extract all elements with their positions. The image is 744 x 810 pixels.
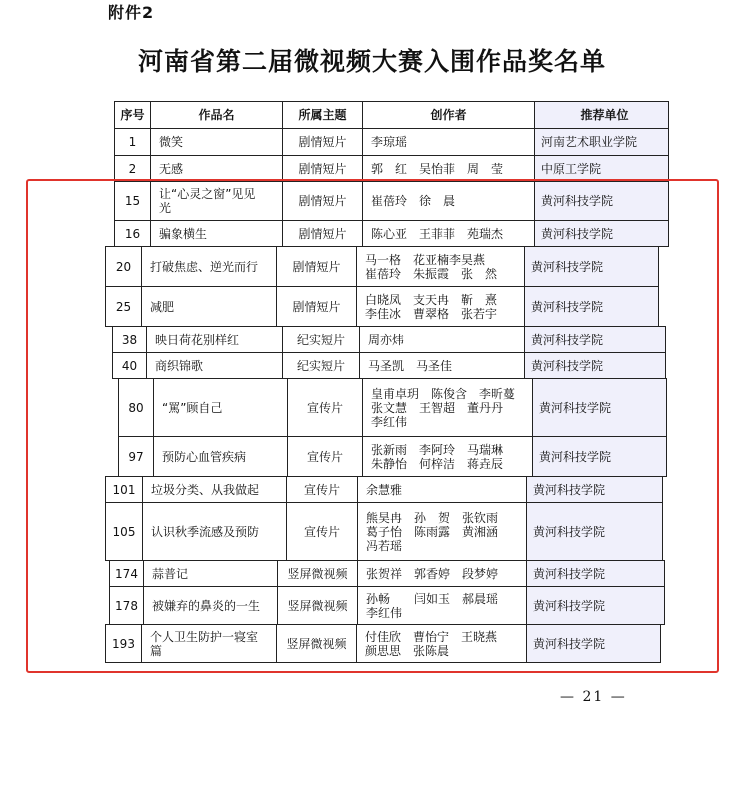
table-row: [0, 352, 744, 378]
document-title: 河南省第二届微视频大赛入围作品奖名单: [137, 47, 606, 76]
recommending-unit-text: 黄河科技学院: [531, 259, 604, 274]
table-row: [0, 560, 744, 586]
work-title: [150, 220, 283, 247]
row-number: [105, 502, 143, 561]
theme: [277, 560, 358, 587]
creators-text: 皇甫卓玥 陈俊含 李昕蔓 张文慧 王智超 董丹丹 李红伟: [371, 386, 516, 429]
recommending-unit-text: 河南艺术职业学院: [541, 135, 638, 149]
creators-text: 余慧雅: [366, 482, 403, 497]
row-number: [114, 181, 151, 221]
theme: [276, 624, 357, 663]
creators: [359, 326, 525, 353]
table-row: [0, 220, 744, 246]
work-title: [141, 624, 277, 663]
recommending-unit: [526, 586, 665, 625]
table-row: [0, 326, 744, 352]
work-title: [146, 326, 283, 353]
creators-text: 陈心亚 王菲菲 苑瑞杰: [371, 226, 504, 241]
table-row: [0, 155, 744, 181]
table-row: [0, 128, 744, 155]
row-number-text: 25: [115, 299, 132, 314]
row-number-text: 20: [115, 259, 132, 274]
recommending-unit: [532, 378, 667, 437]
theme: [282, 220, 363, 247]
creators-text: 张贺祥 郭香婷 段梦婷: [366, 566, 499, 581]
theme-text: 纪实短片: [296, 332, 345, 347]
creators-text: 郭 红 吴怡菲 周 莹: [371, 161, 504, 176]
recommending-unit: [524, 326, 666, 353]
theme: [276, 246, 357, 287]
creators: [362, 220, 535, 247]
header-creators-text: 创作者: [430, 108, 467, 122]
theme-text: 剧情短片: [292, 299, 341, 314]
work-title: [153, 378, 288, 437]
work-title-text: 被嫌弃的鼻炎的一生: [152, 598, 261, 613]
recommending-unit-text: 黄河科技学院: [533, 598, 606, 613]
theme: [282, 326, 360, 353]
table-row: [0, 502, 744, 560]
header-recommending-unit-text: 推荐单位: [580, 108, 629, 122]
row-number: [105, 286, 142, 327]
theme-text: 纪实短片: [296, 358, 345, 373]
work-title: [141, 246, 277, 287]
row-number: [105, 476, 143, 503]
row-number-text: 1: [128, 135, 137, 149]
theme: [287, 436, 363, 477]
creators-text: 孙畅 闫如玉 郝晨瑶 李红伟: [366, 591, 499, 620]
table-row: [0, 286, 744, 326]
page-number: — 21 —: [560, 689, 627, 705]
recommending-unit: [534, 155, 669, 182]
row-number: [114, 128, 151, 156]
creators: [356, 286, 525, 327]
work-title-text: 微笑: [159, 135, 184, 149]
row-number-text: 15: [124, 194, 141, 208]
creators: [362, 378, 533, 437]
work-title: [150, 155, 283, 182]
theme-text: 宣传片: [306, 400, 343, 415]
recommending-unit-text: 黄河科技学院: [531, 299, 604, 314]
work-title-text: 减肥: [150, 299, 175, 314]
work-title-text: 映日荷花别样红: [155, 332, 240, 347]
header-recommending-unit: [534, 101, 669, 129]
header-row-number: [114, 101, 151, 129]
recommending-unit: [524, 246, 659, 287]
recommending-unit-text: 黄河科技学院: [541, 226, 614, 241]
work-title-text: 个人卫生防护一寝室 篇: [150, 629, 259, 658]
theme: [286, 476, 358, 503]
attachment-label: 附件2: [108, 3, 155, 22]
creators-text: 周亦炜: [368, 332, 405, 347]
work-title: [153, 436, 288, 477]
work-title-text: 预防心血管疾病: [162, 449, 247, 464]
recommending-unit-text: 中原工学院: [541, 161, 602, 176]
creators: [362, 155, 535, 182]
work-title: [150, 128, 283, 156]
work-title-text: 商织锦歌: [155, 358, 204, 373]
recommending-unit: [534, 128, 669, 156]
row-number-text: 2: [128, 161, 137, 176]
theme-text: 竖屏微视频: [286, 636, 347, 651]
theme: [282, 128, 363, 156]
creators: [357, 586, 527, 625]
table-row: [0, 436, 744, 476]
work-title: [143, 560, 278, 587]
creators: [356, 246, 525, 287]
recommending-unit-text: 黄河科技学院: [531, 332, 604, 347]
creators: [362, 128, 535, 156]
recommending-unit-text: 黄河科技学院: [541, 194, 614, 208]
theme: [276, 286, 357, 327]
creators-text: 崔蓓玲 徐 晨: [371, 194, 456, 208]
header-row-number-text: 序号: [120, 108, 145, 122]
work-title: [142, 476, 287, 503]
row-number: [114, 220, 151, 247]
creators: [362, 436, 533, 477]
row-number: [112, 326, 147, 353]
work-title-text: 认识秋季流感及预防: [151, 524, 260, 539]
work-title-text: 无感: [159, 161, 184, 176]
theme-text: 竖屏微视频: [287, 598, 348, 613]
creators-text: 马圣凯 马圣佳: [368, 358, 453, 373]
theme-text: 剧情短片: [298, 194, 347, 208]
recommending-unit-text: 黄河科技学院: [533, 636, 606, 651]
table-row: [0, 586, 744, 624]
recommending-unit-text: 黄河科技学院: [533, 566, 606, 581]
creators-text: 付佳欣 曹怡宁 王晓燕 颜思思 张陈晨: [365, 629, 498, 658]
theme: [277, 586, 358, 625]
table-row: [0, 624, 744, 662]
creators: [362, 181, 535, 221]
recommending-unit-text: 黄河科技学院: [539, 449, 612, 464]
theme: [282, 181, 363, 221]
creators-text: 李琼瑶: [371, 135, 408, 149]
row-number-text: 16: [124, 226, 141, 241]
recommending-unit-text: 黄河科技学院: [533, 482, 606, 497]
header-work-title: [150, 101, 283, 129]
table-row: [0, 476, 744, 502]
work-title-text: 打破焦虑、逆光而行: [150, 259, 259, 274]
theme-text: 宣传片: [303, 482, 340, 497]
header-theme: [282, 101, 363, 129]
table-row: [0, 181, 744, 220]
row-number-text: 40: [121, 358, 138, 373]
work-title-text: 垃圾分类、从我做起: [151, 482, 260, 497]
recommending-unit: [524, 352, 666, 379]
work-title: [142, 502, 287, 561]
recommending-unit: [532, 436, 667, 477]
work-title: [141, 286, 277, 327]
work-title-text: “罵”顾自己: [162, 400, 223, 415]
row-number: [105, 246, 142, 287]
header-theme-text: 所属主题: [298, 108, 347, 122]
theme-text: 剧情短片: [298, 135, 347, 149]
creators-text: 熊昊冉 孙 贺 张钦雨 葛子怡 陈雨露 黄湘涵 冯若瑶: [366, 510, 499, 553]
theme-text: 竖屏微视频: [287, 566, 348, 581]
row-number-text: 80: [128, 400, 144, 415]
table-header-row: [0, 101, 744, 128]
recommending-unit-text: 黄河科技学院: [533, 524, 606, 539]
creators: [356, 624, 527, 663]
row-number: [109, 586, 144, 625]
work-title-text: 让“心灵之窗”见见 光: [159, 187, 256, 215]
recommending-unit-text: 黄河科技学院: [539, 400, 612, 415]
work-title: [146, 352, 283, 379]
header-creators: [362, 101, 535, 129]
theme-text: 宣传片: [306, 449, 343, 464]
theme-text: 剧情短片: [298, 226, 347, 241]
row-number-text: 174: [115, 566, 138, 581]
header-work-title-text: 作品名: [198, 108, 235, 122]
theme-text: 宣传片: [303, 524, 340, 539]
table-row: [0, 378, 744, 436]
recommending-unit: [526, 502, 663, 561]
row-number-text: 178: [115, 598, 138, 613]
creators-text: 张新雨 李阿玲 马瑞琳 朱静怡 何梓洁 蒋垚辰: [371, 442, 504, 471]
theme: [282, 352, 360, 379]
theme: [286, 502, 358, 561]
recommending-unit: [526, 476, 663, 503]
row-number-text: 38: [121, 332, 138, 347]
recommending-unit: [534, 181, 669, 221]
recommending-unit: [534, 220, 669, 247]
creators: [357, 476, 527, 503]
row-number-text: 193: [112, 636, 135, 651]
table-row: [0, 246, 744, 286]
recommending-unit: [526, 560, 665, 587]
creators: [359, 352, 525, 379]
recommending-unit-text: 黄河科技学院: [531, 358, 604, 373]
row-number-text: 101: [112, 482, 136, 497]
creators-text: 白晓凤 支天冉 靳 熹 李佳冰 曹翠格 张若宇: [365, 292, 498, 321]
row-number: [118, 436, 154, 477]
row-number: [118, 378, 154, 437]
creators: [357, 560, 527, 587]
creators: [357, 502, 527, 561]
row-number-text: 97: [128, 449, 144, 464]
recommending-unit: [524, 286, 659, 327]
row-number: [114, 155, 151, 182]
creators-text: 马一格 花亚楠李昊燕 崔蓓玲 朱振霞 张 然: [365, 252, 498, 281]
work-title-text: 骗象横生: [159, 226, 208, 241]
theme-text: 剧情短片: [298, 161, 347, 176]
row-number: [109, 560, 144, 587]
recommending-unit: [526, 624, 661, 663]
theme: [282, 155, 363, 182]
work-title-text: 蒜普记: [152, 566, 189, 581]
theme-text: 剧情短片: [292, 259, 341, 274]
work-title: [143, 586, 278, 625]
theme: [287, 378, 363, 437]
row-number: [112, 352, 147, 379]
row-number-text: 105: [112, 524, 136, 539]
work-title: [150, 181, 283, 221]
row-number: [105, 624, 142, 663]
